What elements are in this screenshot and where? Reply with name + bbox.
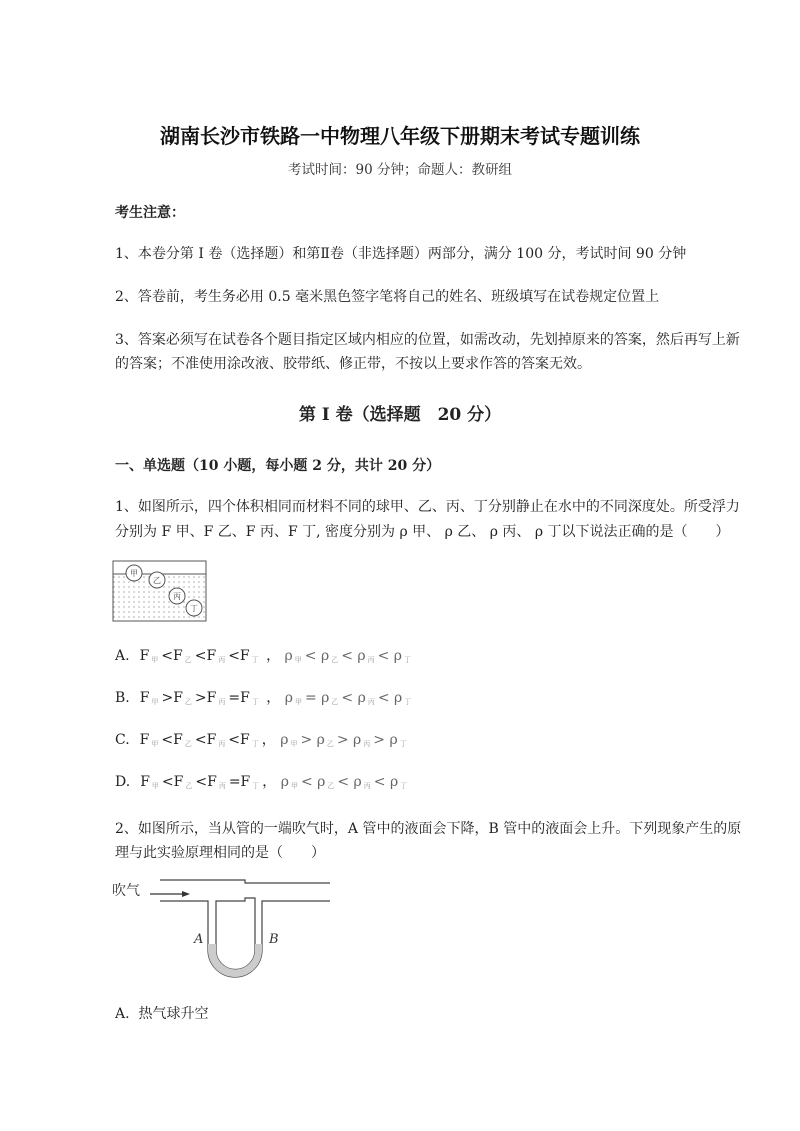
tube-label-b: B (269, 932, 279, 947)
q1-stem-line1: 1、如图所示，四个体积相同而材料不同的球甲、乙、丙、丁分别静止在水中的不同深度处。所受浮力 (115, 499, 740, 515)
option-text: F $_甲$ <F $_乙$ <F $_丙$ =F $_丁$ ， ρ $_甲$ < ρ $_乙$ < ρ $_丙$ < ρ $_丁$ (140, 774, 408, 790)
q2-stem-line1: 2、如图所示，当从管的一端吹气时，A 管中的液面会下降，B 管中的液面会上升。下列现象产生的原 (115, 821, 742, 837)
option-text: F $_甲$ >F $_乙$ >F $_丙$ =F $_丁$ ， ρ $_甲$ = ρ $_乙$ < ρ $_丙$ < ρ $_丁$ (139, 690, 412, 706)
ball-label-ding: 丁 (190, 604, 198, 613)
q2-option-a[interactable] (115, 1003, 208, 1023)
page-title: 湖南长沙市铁路一中物理八年级下册期末考试专题训练 (160, 124, 640, 148)
notice-heading: 考生注意： (115, 205, 185, 221)
option-letter: A. (115, 1006, 130, 1022)
page-subtitle: 考试时间：90 分钟；命题人：教研组 (288, 162, 512, 178)
q2-stem-line2: 理与此实验原理相同的是（ ） (115, 845, 325, 861)
part-heading: 一、单选题（10 小题，每小题 2 分，共计 20 分） (115, 458, 441, 474)
notice-item-3: 3、答案必须写在试卷各个题目指定区域内相应的位置，如需改动，先划掉原来的答案，然后再写上新 (115, 332, 740, 348)
q1-balls-figure (112, 560, 208, 624)
option-text: F $_甲$ <F $_乙$ <F $_丙$ <F $_丁$ ， ρ $_甲$ > ρ $_乙$ > ρ $_丙$ > ρ $_丁$ (139, 732, 407, 748)
option-letter: C. (115, 732, 130, 748)
tube-label-a: A (194, 932, 204, 947)
blow-label: 吹气 (112, 883, 140, 899)
option-letter: B. (115, 690, 130, 706)
ball-label-bing: 丙 (173, 592, 181, 601)
ball-label-yi: 乙 (153, 576, 161, 585)
q1-stem-line2: 分别为 F 甲、F 乙、F 丙、F 丁, 密度分别为 ρ 甲、 ρ 乙、 ρ 丙、 ρ 丁以下说法正确的是（ ） (115, 524, 730, 540)
ball-label-jia: 甲 (130, 569, 138, 578)
option-letter: A. (115, 648, 130, 664)
notice-item-2: 2、答卷前，考生务必用 0.5 毫米黑色签字笔将自己的姓名、班级填写在试卷规定位置上 (115, 289, 660, 305)
option-text: 热气球升空 (138, 1006, 209, 1022)
section-title: 第 I 卷（选择题 20 分） (298, 405, 502, 425)
q1-option-a[interactable] (115, 645, 414, 665)
q1-option-b[interactable] (115, 687, 414, 707)
q1-option-d[interactable] (115, 771, 410, 791)
notice-item-3-cont: 的答案；不准使用涂改液、胶带纸、修正带，不按以上要求作答的答案无效。 (115, 356, 591, 372)
option-letter: D. (115, 774, 131, 790)
notice-item-1: 1、本卷分第 I 卷（选择题）和第Ⅱ卷（非选择题）两部分，满分 100 分，考试时间 90 分钟 (115, 246, 687, 262)
q1-option-c[interactable] (115, 729, 410, 749)
option-text: F $_甲$ <F $_乙$ <F $_丙$ <F $_丁$ ， ρ $_甲$ < ρ $_乙$ < ρ $_丙$ < ρ $_丁$ (139, 648, 412, 664)
q2-tube-figure (110, 870, 340, 985)
